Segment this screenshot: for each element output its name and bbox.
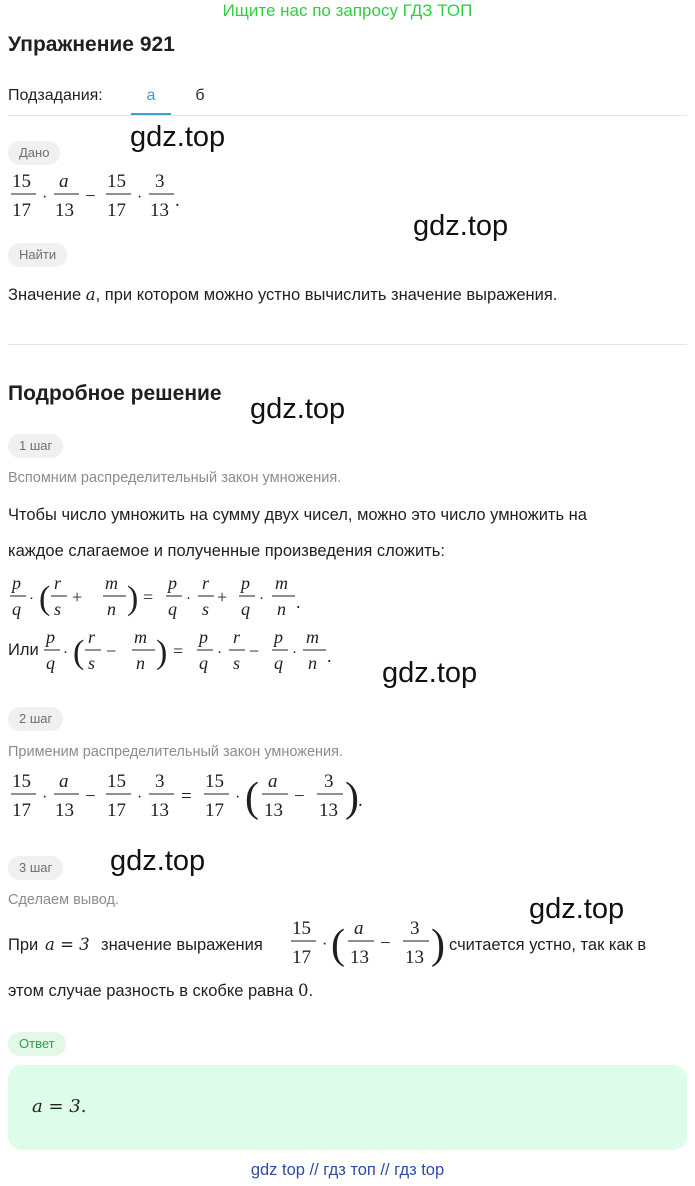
dot-operator: · [42,189,48,206]
tab-subtask-b[interactable]: б [195,87,205,104]
watermark: gdz.top [250,393,346,425]
step-3-zero: 0 [298,981,309,1000]
footer-links[interactable]: gdz top // гдз топ // гдз top [250,1161,445,1179]
svg-text:a: a [354,918,364,939]
svg-text:15: 15 [205,771,224,792]
numerator: 3 [155,171,165,192]
exercise-title: Упражнение 921 [8,33,175,56]
svg-text:r: r [202,573,210,593]
svg-text:+: + [217,587,228,607]
svg-text:q: q [12,599,21,619]
svg-text:q: q [199,653,208,673]
svg-text:p: p [168,573,177,593]
answer-value: a = 3. [32,1096,87,1117]
svg-text:): ) [345,775,359,821]
svg-text:n: n [277,599,286,619]
svg-text:3: 3 [410,918,420,939]
watermark: gdz.top [529,893,625,925]
svg-text:(: ( [39,580,51,617]
period: . [175,190,180,211]
denominator: 17 [107,200,126,221]
numerator: a [59,171,69,192]
svg-text:m: m [306,627,319,647]
given-chip: Дано [8,141,60,165]
svg-text:a: a [268,771,278,792]
svg-text:a: a [59,771,69,792]
or-label: Или [8,641,39,659]
svg-text:q: q [274,653,283,673]
svg-text:p: p [199,627,208,647]
svg-text:13: 13 [319,800,338,821]
step-3-chip: 3 шаг [8,856,63,880]
svg-text:r: r [88,627,96,647]
svg-text:·: · [322,936,328,953]
svg-text:13: 13 [55,800,74,821]
svg-text:15: 15 [292,918,311,939]
svg-text:s: s [88,653,96,673]
step-2-hint: Применим распределительный закон умножения. [8,744,344,760]
svg-text:n: n [136,653,145,673]
denominator: 13 [55,200,74,221]
svg-text:=: = [143,587,154,607]
dot-operator: · [137,189,143,206]
svg-text:.: . [358,790,363,811]
find-variable: a [85,285,96,304]
subtasks-label: Подзадания: [8,87,103,104]
find-text-after: , при котором можно устно вычислить значение выражения. [95,286,558,304]
svg-text:(: ( [245,775,259,821]
svg-text:·: · [42,789,48,806]
step-3-expression [286,913,446,977]
step-3-text-mid: значение выражения [101,936,263,954]
svg-text:+: + [72,587,83,607]
svg-text:p: p [274,627,283,647]
tabs-divider [8,115,687,116]
step-3-period: . [308,982,314,1000]
distributive-difference-formula [42,624,342,680]
svg-text:15: 15 [12,771,31,792]
svg-text:13: 13 [405,947,424,968]
svg-text:·: · [186,591,191,607]
step-3-hint: Сделаем вывод. [8,892,120,908]
svg-text:17: 17 [292,947,311,968]
denominator: 17 [12,200,31,221]
watermark: gdz.top [130,121,226,153]
svg-text:−: − [85,786,96,807]
svg-text:15: 15 [107,771,126,792]
numerator: 15 [107,171,126,192]
svg-text:): ) [156,634,168,671]
svg-text:.: . [327,646,332,666]
answer-box [8,1065,687,1150]
svg-text:−: − [106,641,117,661]
svg-text:q: q [46,653,55,673]
svg-text:·: · [137,789,143,806]
svg-text:m: m [134,627,147,647]
step-2-formula [6,766,376,830]
watermark: gdz.top [110,845,206,877]
step-3-line-2 [8,981,313,1001]
svg-text:r: r [233,627,241,647]
svg-text:r: r [54,573,62,593]
svg-text:m: m [105,573,118,593]
svg-text:s: s [233,653,241,673]
step-3-text-when: При [8,936,39,954]
step-3-line-2-text: этом случае разность в скобке равна [8,982,294,1000]
top-banner[interactable]: Ищите нас по запросу ГДЗ ТОП [222,1,473,20]
watermark: gdz.top [382,657,478,689]
step-3-condition: a = 3 [45,935,90,954]
svg-text:·: · [292,645,297,661]
watermark: gdz.top [413,210,509,242]
step-3-text-after: считается устно, так как в [449,936,647,954]
svg-text:p: p [46,627,55,647]
svg-text:=: = [173,641,184,661]
svg-text:13: 13 [150,800,169,821]
svg-text:q: q [168,599,177,619]
find-text-before: Значение [8,286,82,304]
svg-text:): ) [127,580,139,617]
svg-text:n: n [308,653,317,673]
svg-text:3: 3 [324,771,334,792]
numerator: 15 [12,171,31,192]
svg-text:3: 3 [155,771,165,792]
svg-text:17: 17 [107,800,126,821]
distributive-sum-formula [6,570,316,626]
find-chip: Найти [8,243,67,267]
svg-text:·: · [235,789,241,806]
answer-chip: Ответ [8,1032,66,1056]
svg-text:13: 13 [264,800,283,821]
svg-text:s: s [202,599,210,619]
step-1-chip: 1 шаг [8,434,63,458]
minus-operator: − [85,186,96,207]
svg-text:−: − [380,933,391,954]
svg-text:q: q [241,599,250,619]
solution-title: Подробное решение [8,382,222,405]
svg-text:−: − [249,641,260,661]
step-1-text-line-2: каждое слагаемое и полученные произведения сложить: [8,542,445,560]
svg-text:13: 13 [350,947,369,968]
svg-text:s: s [54,599,62,619]
find-text [8,285,557,305]
svg-text:=: = [181,786,192,807]
svg-text:n: n [107,599,116,619]
svg-text:): ) [431,922,445,968]
svg-text:17: 17 [12,800,31,821]
svg-text:m: m [275,573,288,593]
step-1-hint: Вспомним распределительный закон умножения. [8,470,342,486]
step-2-chip: 2 шаг [8,707,63,731]
tab-subtask-a[interactable]: а [146,87,156,104]
given-expression [6,166,206,226]
svg-text:(: ( [331,922,345,968]
svg-text:17: 17 [205,800,224,821]
svg-text:−: − [294,786,305,807]
svg-text:.: . [296,592,301,612]
svg-text:(: ( [73,634,85,671]
svg-text:·: · [259,591,264,607]
svg-text:p: p [12,573,21,593]
svg-text:·: · [217,645,222,661]
svg-text:·: · [63,645,68,661]
section-divider [8,344,687,345]
denominator: 13 [150,200,169,221]
step-1-text-line-1: Чтобы число умножить на сумму двух чисел, можно это число умножить на [8,506,587,524]
svg-text:·: · [29,591,34,607]
svg-text:p: p [241,573,250,593]
